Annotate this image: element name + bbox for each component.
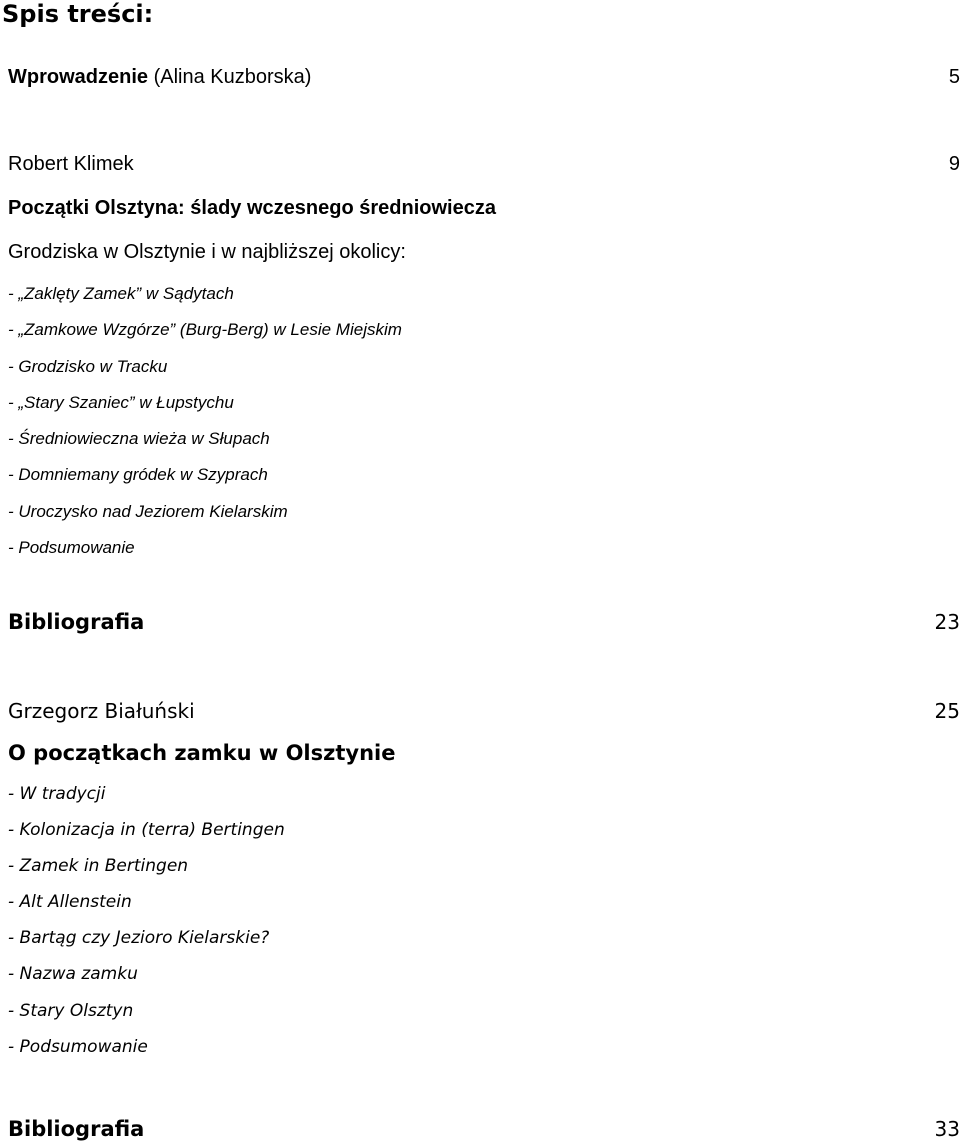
toc-entry-klimek-author	[8, 153, 960, 176]
toc-subitem: - „Stary Szaniec” w Łupstychu	[8, 393, 234, 412]
toc-subitem: - Grodzisko w Tracku	[8, 357, 168, 376]
entry-title: Wprowadzenie	[8, 66, 149, 88]
toc-subitem: - „Zamkowe Wzgórze” (Burg-Berg) w Lesie Miejskim	[8, 320, 402, 339]
toc-subitem: - Zamek in Bertingen	[8, 856, 189, 876]
toc-subitem: - Alt Allenstein	[8, 892, 132, 912]
toc-entry-wprowadzenie	[8, 66, 960, 89]
toc-subitem: - Kolonizacja in (terra) Bertingen	[8, 820, 285, 840]
toc-entry-bibliografia-2	[8, 1117, 960, 1141]
entry-title: Bibliografia	[8, 1117, 145, 1141]
toc-subitem: - Podsumowanie	[8, 1037, 148, 1057]
toc-subitem: - Podsumowanie	[8, 538, 135, 557]
page-number: 9	[948, 153, 960, 175]
toc-subitem: - „Zaklęty Zamek” w Sądytach	[8, 284, 234, 303]
toc-subitem: - Domniemany gródek w Szyprach	[8, 465, 268, 484]
page-title: Spis treści:	[2, 0, 154, 28]
entry-author: Robert Klimek	[8, 153, 134, 175]
toc-entry-klimek-title: Początki Olsztyna: ślady wczesnego średniowiecza	[8, 197, 496, 219]
toc-entry-bibliografia-1	[8, 610, 960, 634]
toc-subitem: - Stary Olsztyn	[8, 1001, 134, 1021]
toc-subitem: - Nazwa zamku	[8, 964, 138, 984]
toc-subitem: - Średniowieczna wieża w Słupach	[8, 429, 270, 448]
toc-subheading-grodziska: Grodziska w Olsztynie i w najbliższej okolicy:	[8, 241, 406, 263]
entry-author: (Alina Kuzborska)	[153, 66, 312, 88]
toc-subitem: - Uroczysko nad Jeziorem Kielarskim	[8, 502, 288, 521]
entry-author: Grzegorz Białuński	[8, 699, 195, 723]
toc-entry-bialunski-title: O początkach zamku w Olsztynie	[8, 741, 396, 765]
toc-subitem: - Bartąg czy Jezioro Kielarskie?	[8, 928, 270, 948]
entry-title: Bibliografia	[8, 610, 145, 634]
page-number: 23	[934, 610, 960, 634]
page-number: 25	[934, 699, 960, 723]
page-number: 5	[948, 66, 960, 88]
toc-entry-bialunski-author	[8, 699, 960, 723]
toc-subitem: - W tradycji	[8, 784, 106, 804]
page-number: 33	[934, 1117, 960, 1141]
